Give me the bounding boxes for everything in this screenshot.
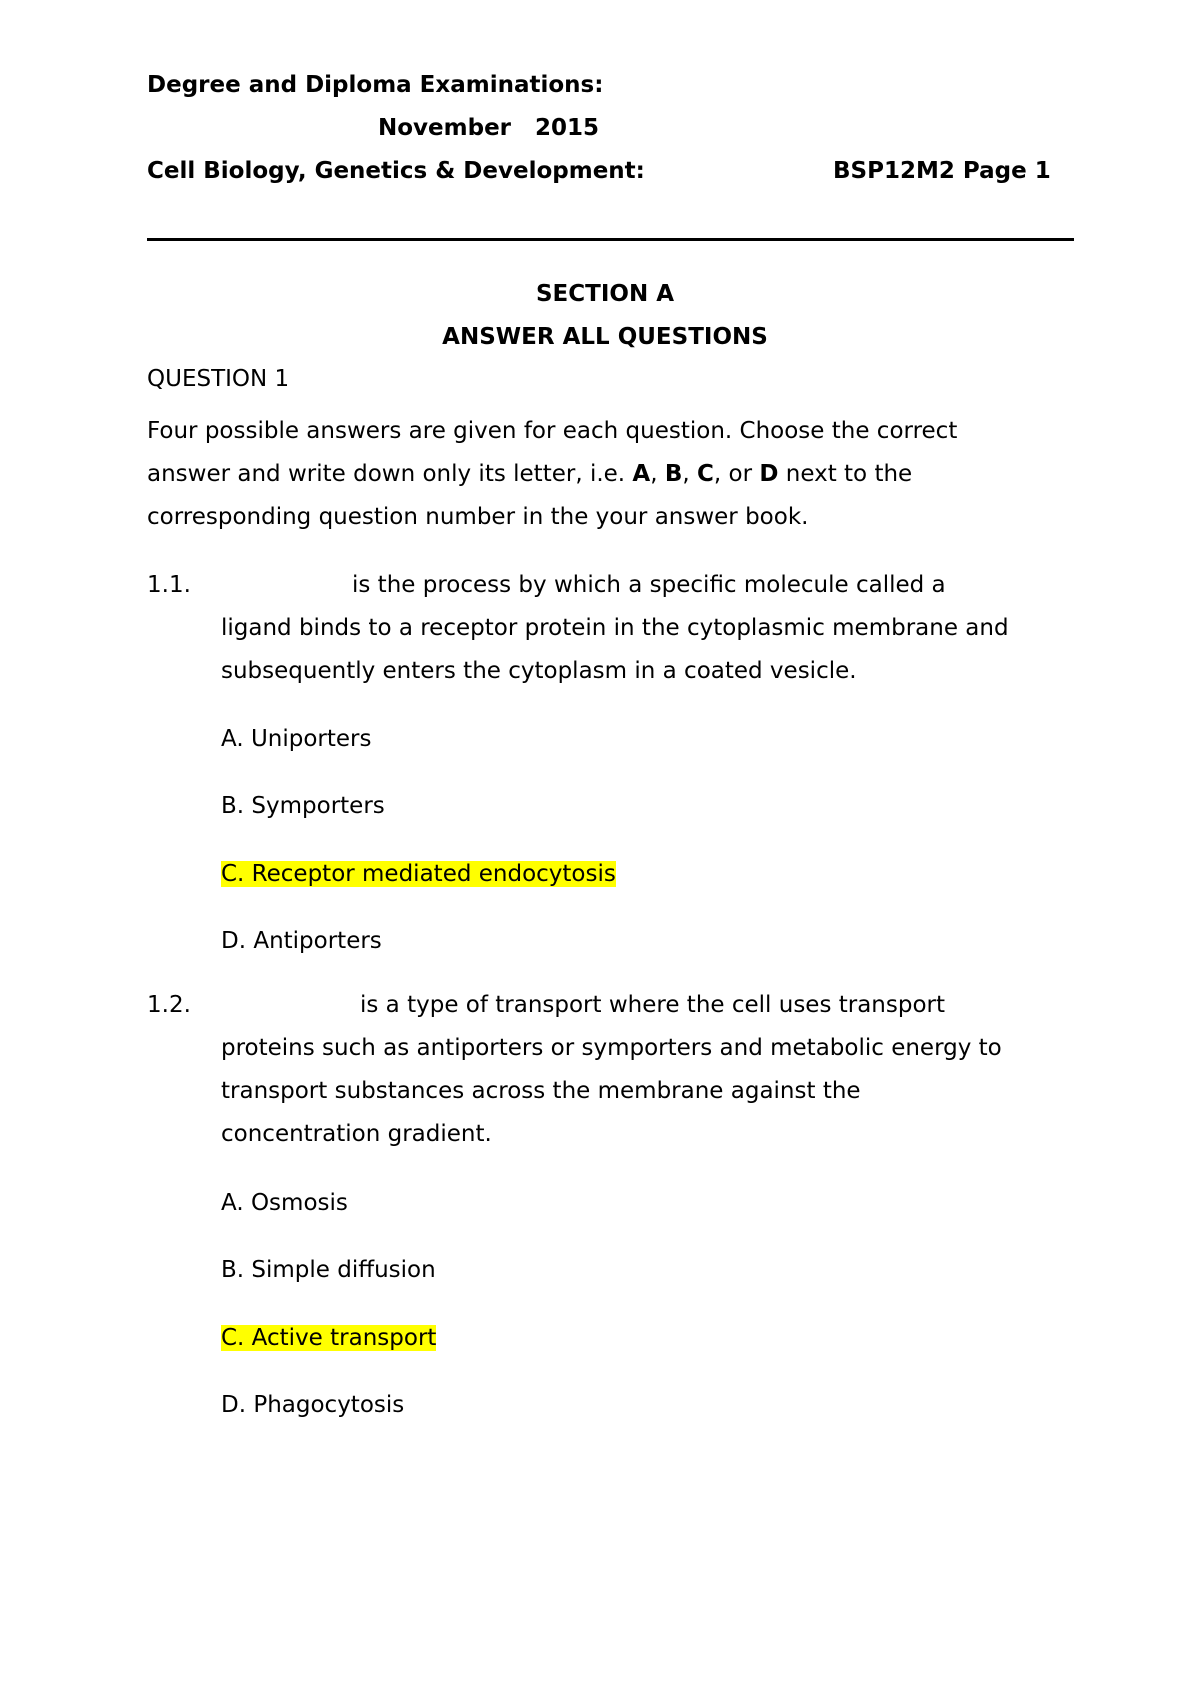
exam-date: November 2015 [378,115,600,141]
question-stem-line: is a type of transport where the cell uses transport [360,992,946,1018]
separator: , or [713,461,760,487]
exam-title: Degree and Diploma Examinations: [147,72,604,98]
course-title: Cell Biology, Genetics & Development: [147,158,645,184]
letter-d: D [759,461,779,487]
answer-option-b: B. Symporters [221,793,385,819]
intro-line-2-start: answer and write down only its letter, i.e. [147,461,633,487]
question-stem-line: concentration gradient. [221,1121,492,1147]
section-instruction: ANSWER ALL QUESTIONS [442,324,768,350]
question-number: 1.2. [147,992,191,1018]
letter-c: C [697,461,714,487]
question-stem-line: proteins such as antiporters or symporters and metabolic energy to [221,1035,1002,1061]
question-stem-line: ligand binds to a receptor protein in the cytoplasmic membrane and [221,615,1009,641]
answer-option-d: D. Phagocytosis [221,1392,405,1418]
answer-option-d: D. Antiporters [221,928,382,954]
answer-option-a: A. Osmosis [221,1190,348,1216]
answer-option-c-highlighted: C. Active transport [221,1325,437,1351]
section-title: SECTION A [535,281,674,307]
intro-line-2-end: next to the [778,461,913,487]
course-code-page: BSP12M2 Page 1 [833,158,1051,184]
question-stem-line: transport substances across the membrane against the [221,1078,861,1104]
header-divider [147,238,1074,241]
question-stem-line: is the process by which a specific molecule called a [352,572,946,598]
answer-option-c-highlighted: C. Receptor mediated endocytosis [221,861,616,887]
question-stem-line: subsequently enters the cytoplasm in a coated vesicle. [221,658,857,684]
letter-a: A [632,461,651,487]
separator: , [650,461,665,487]
separator: , [682,461,698,487]
intro-line-1: Four possible answers are given for each question. Choose the correct [147,418,958,444]
question-label: QUESTION 1 [147,366,290,392]
answer-option-a: A. Uniporters [221,726,372,752]
answer-option-b: B. Simple diffusion [221,1257,436,1283]
letter-b: B [664,461,683,487]
question-number: 1.1. [147,572,191,598]
intro-line-3: corresponding question number in the your answer book. [147,504,809,530]
intro-line-2 [147,453,912,496]
